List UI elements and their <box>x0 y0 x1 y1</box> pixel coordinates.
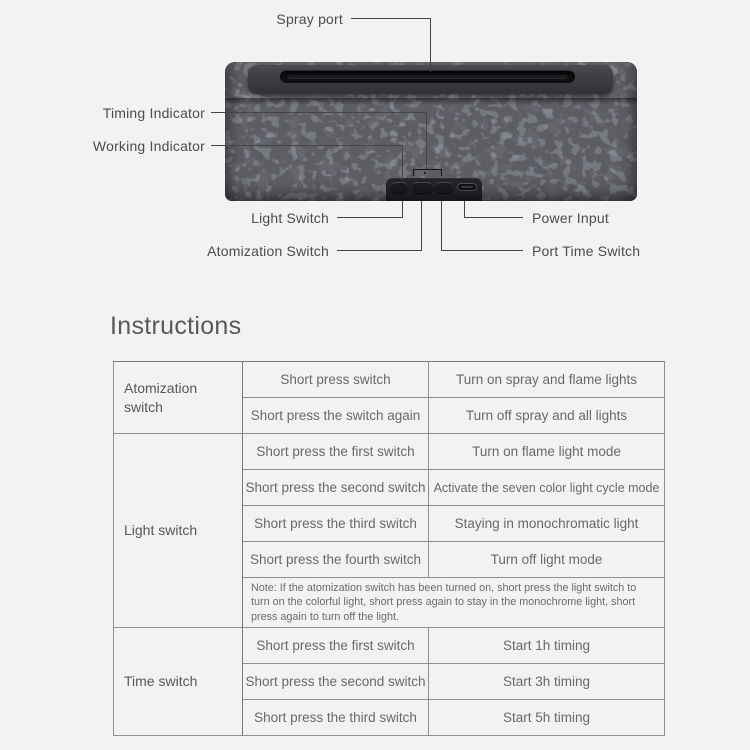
port-time-switch-line <box>441 250 523 251</box>
spray-port-line <box>430 18 431 72</box>
timing-indicator-line <box>426 112 427 169</box>
action-cell: Short press the second switch <box>243 663 429 699</box>
result-cell: Activate the seven color light cycle mode <box>429 470 665 506</box>
power-input-line <box>464 201 465 218</box>
instructions-table <box>113 361 665 736</box>
action-cell: Short press the second switch <box>243 470 429 506</box>
action-cell: Short press the first switch <box>243 434 429 470</box>
table-row <box>114 627 665 663</box>
action-cell: Short press the first switch <box>243 627 429 663</box>
working-indicator-label: Working Indicator <box>92 138 205 154</box>
spray-port-label: Spray port <box>276 11 343 27</box>
atomization-switch-label: Atomization Switch <box>207 243 329 259</box>
spray-port-line <box>351 18 430 19</box>
port-time-switch-label: Port Time Switch <box>532 243 641 259</box>
action-cell: Short press the fourth switch <box>243 542 429 578</box>
result-cell: Start 3h timing <box>429 663 665 699</box>
result-cell: Start 5h timing <box>429 699 665 735</box>
power-input-label: Power Input <box>532 210 609 226</box>
power-input-line <box>464 217 523 218</box>
result-cell: Start 1h timing <box>429 627 665 663</box>
switch-group-label: Atomization switch <box>114 362 243 434</box>
result-cell: Turn off light mode <box>429 542 665 578</box>
light-switch-line <box>337 217 402 218</box>
device-shading <box>225 62 637 201</box>
timing-indicator-line <box>211 112 426 113</box>
port-time-switch-line <box>441 201 442 251</box>
note-cell: Note: If the atomization switch has been turned on, short press the light switch to turn on the colorful light, short press again to stay in the monochrome light, short press again to turn off the light. <box>243 578 665 628</box>
action-cell: Short press the switch again <box>243 398 429 434</box>
working-indicator-line <box>211 145 402 146</box>
action-cell: Short press the third switch <box>243 506 429 542</box>
atomization-switch-line <box>337 250 421 251</box>
result-cell: Turn off spray and all lights <box>429 398 665 434</box>
diffuser-device <box>225 62 637 201</box>
result-cell: Staying in monochromatic light <box>429 506 665 542</box>
page-title: Instructions <box>110 312 242 340</box>
working-indicator-line <box>402 145 403 180</box>
atomization-switch-line <box>421 201 422 251</box>
switch-group-label: Time switch <box>114 627 243 735</box>
instructions-table-body <box>114 362 665 736</box>
action-cell: Short press switch <box>243 362 429 398</box>
light-switch-label: Light Switch <box>251 210 329 226</box>
switch-group-label: Light switch <box>114 434 243 628</box>
table-row <box>114 362 665 398</box>
result-cell: Turn on flame light mode <box>429 434 665 470</box>
result-cell: Turn on spray and flame lights <box>429 362 665 398</box>
light-switch-line <box>402 201 403 218</box>
action-cell: Short press the third switch <box>243 699 429 735</box>
timing-indicator-label: Timing Indicator <box>102 105 205 121</box>
table-row <box>114 434 665 470</box>
